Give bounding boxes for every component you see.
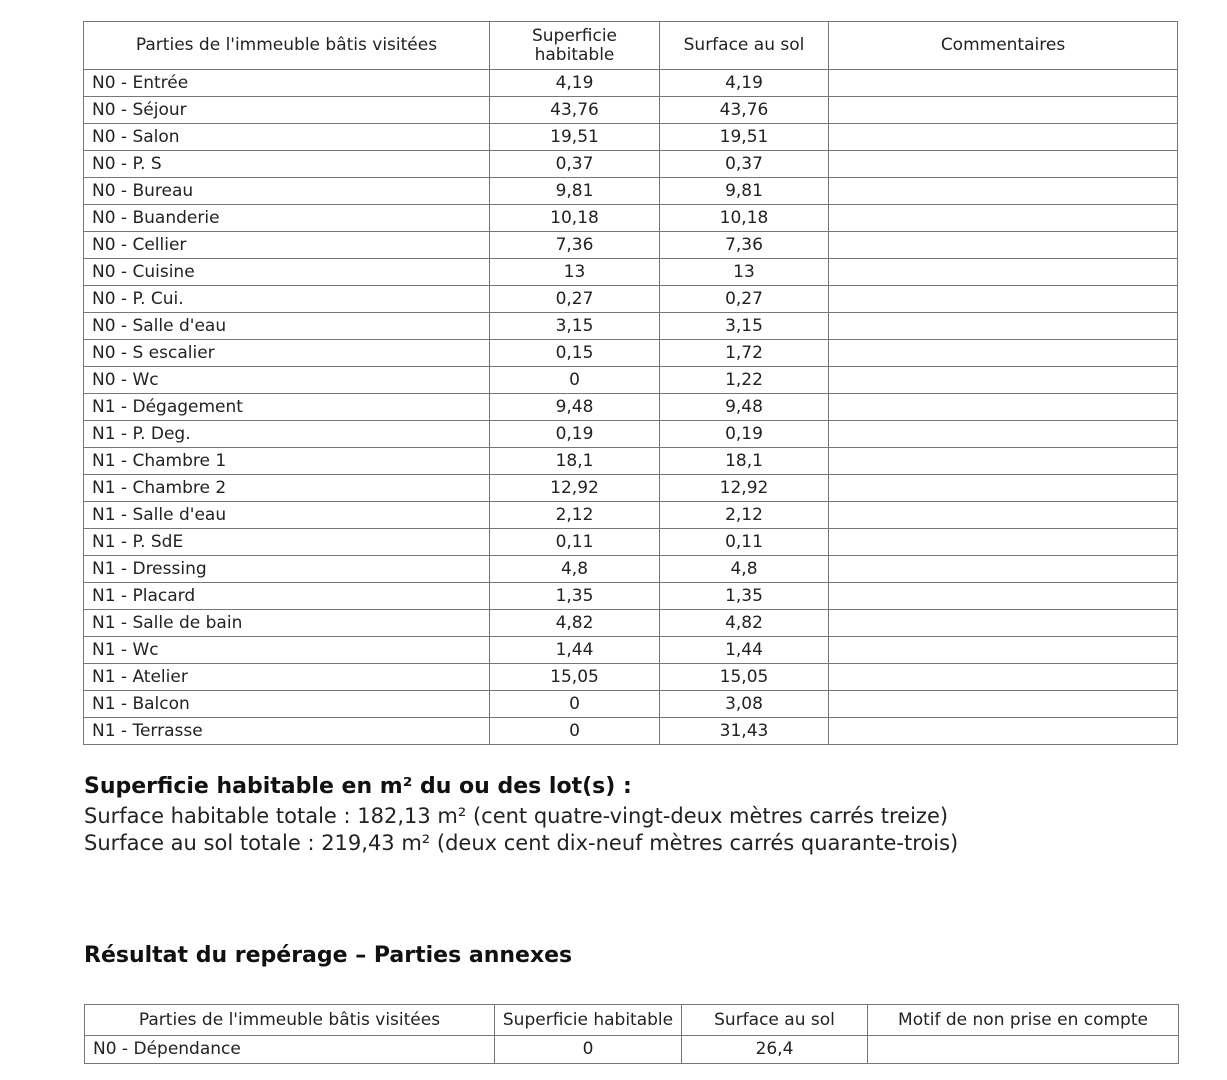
cell-part: N1 - Chambre 1 xyxy=(84,448,490,475)
cell-ground: 15,05 xyxy=(660,664,829,691)
annex-header-ground: Surface au sol xyxy=(682,1005,868,1036)
cell-ground: 4,19 xyxy=(660,70,829,97)
table-row xyxy=(85,1036,1179,1064)
cell-comment xyxy=(829,232,1178,259)
cell-part: N0 - Séjour xyxy=(84,97,490,124)
cell-comment xyxy=(829,70,1178,97)
cell-comment xyxy=(829,529,1178,556)
header-comments: Commentaires xyxy=(829,22,1178,70)
cell-habitable: 0 xyxy=(495,1036,682,1064)
cell-part: N1 - Balcon xyxy=(84,691,490,718)
cell-part: N1 - Placard xyxy=(84,583,490,610)
table-row xyxy=(84,718,1178,745)
cell-ground: 1,22 xyxy=(660,367,829,394)
cell-habitable: 0,15 xyxy=(490,340,660,367)
annex-header-habitable: Superficie habitable xyxy=(495,1005,682,1036)
cell-ground: 1,72 xyxy=(660,340,829,367)
cell-ground: 0,27 xyxy=(660,286,829,313)
table-row xyxy=(84,610,1178,637)
cell-comment xyxy=(829,367,1178,394)
cell-habitable: 0 xyxy=(490,367,660,394)
habitable-total: Surface habitable totale : 182,13 m² (cent quatre-vingt-deux mètres carrés treize) xyxy=(84,804,949,828)
table-row xyxy=(84,151,1178,178)
header-ground: Surface au sol xyxy=(660,22,829,70)
cell-ground: 18,1 xyxy=(660,448,829,475)
cell-part: N1 - Salle d'eau xyxy=(84,502,490,529)
cell-part: N1 - P. Deg. xyxy=(84,421,490,448)
cell-ground: 7,36 xyxy=(660,232,829,259)
table-row xyxy=(84,286,1178,313)
cell-habitable: 9,81 xyxy=(490,178,660,205)
header-habitable-text: Superficie habitable xyxy=(531,25,618,65)
cell-ground: 0,19 xyxy=(660,421,829,448)
cell-comment xyxy=(829,610,1178,637)
cell-comment xyxy=(829,718,1178,745)
cell-comment xyxy=(829,124,1178,151)
header-parts: Parties de l'immeuble bâtis visitées xyxy=(84,22,490,70)
table-row xyxy=(84,232,1178,259)
cell-part: N1 - Dégagement xyxy=(84,394,490,421)
annex-table-body xyxy=(85,1036,1179,1064)
cell-ground: 19,51 xyxy=(660,124,829,151)
cell-ground: 4,82 xyxy=(660,610,829,637)
cell-habitable: 2,12 xyxy=(490,502,660,529)
cell-part: N0 - Bureau xyxy=(84,178,490,205)
cell-ground: 3,08 xyxy=(660,691,829,718)
table-row xyxy=(84,664,1178,691)
cell-comment xyxy=(829,151,1178,178)
cell-part: N1 - Chambre 2 xyxy=(84,475,490,502)
cell-ground: 26,4 xyxy=(682,1036,868,1064)
cell-habitable: 1,35 xyxy=(490,583,660,610)
cell-part: N0 - Wc xyxy=(84,367,490,394)
cell-comment xyxy=(829,475,1178,502)
cell-habitable: 0 xyxy=(490,691,660,718)
cell-ground: 1,35 xyxy=(660,583,829,610)
surfaces-table-body xyxy=(84,70,1178,745)
cell-comment xyxy=(829,178,1178,205)
table-row xyxy=(84,556,1178,583)
cell-habitable: 0 xyxy=(490,718,660,745)
cell-ground: 0,37 xyxy=(660,151,829,178)
cell-comment xyxy=(829,313,1178,340)
table-row xyxy=(84,124,1178,151)
cell-habitable: 15,05 xyxy=(490,664,660,691)
cell-comment xyxy=(829,286,1178,313)
cell-comment xyxy=(829,421,1178,448)
table-row xyxy=(84,583,1178,610)
cell-comment xyxy=(829,637,1178,664)
annex-table xyxy=(84,1004,1179,1064)
cell-ground: 3,15 xyxy=(660,313,829,340)
cell-habitable: 4,19 xyxy=(490,70,660,97)
cell-habitable: 43,76 xyxy=(490,97,660,124)
table-row xyxy=(84,178,1178,205)
header-habitable xyxy=(490,22,660,70)
cell-part: N0 - Cellier xyxy=(84,232,490,259)
table-row xyxy=(84,502,1178,529)
cell-habitable: 0,11 xyxy=(490,529,660,556)
cell-part: N1 - Wc xyxy=(84,637,490,664)
annex-header-parts: Parties de l'immeuble bâtis visitées xyxy=(85,1005,495,1036)
cell-part: N1 - Dressing xyxy=(84,556,490,583)
cell-habitable: 4,8 xyxy=(490,556,660,583)
table-row xyxy=(84,259,1178,286)
cell-part: N1 - Atelier xyxy=(84,664,490,691)
cell-part: N1 - Salle de bain xyxy=(84,610,490,637)
cell-habitable: 0,37 xyxy=(490,151,660,178)
cell-comment xyxy=(829,97,1178,124)
cell-habitable: 18,1 xyxy=(490,448,660,475)
annex-header-reason: Motif de non prise en compte xyxy=(868,1005,1179,1036)
cell-habitable: 13 xyxy=(490,259,660,286)
cell-habitable: 7,36 xyxy=(490,232,660,259)
table-row xyxy=(84,529,1178,556)
cell-habitable: 0,19 xyxy=(490,421,660,448)
cell-habitable: 19,51 xyxy=(490,124,660,151)
table-row xyxy=(84,394,1178,421)
cell-habitable: 12,92 xyxy=(490,475,660,502)
table-row xyxy=(84,637,1178,664)
cell-habitable: 9,48 xyxy=(490,394,660,421)
table-row xyxy=(84,421,1178,448)
cell-comment xyxy=(829,502,1178,529)
table-header-row xyxy=(84,22,1178,70)
cell-part: N1 - Terrasse xyxy=(84,718,490,745)
cell-comment xyxy=(829,340,1178,367)
cell-part: N0 - Buanderie xyxy=(84,205,490,232)
annex-header-row xyxy=(85,1005,1179,1036)
cell-part: N0 - Salle d'eau xyxy=(84,313,490,340)
table-row xyxy=(84,475,1178,502)
cell-comment xyxy=(829,394,1178,421)
surfaces-table xyxy=(83,21,1178,745)
cell-ground: 1,44 xyxy=(660,637,829,664)
cell-comment xyxy=(829,448,1178,475)
cell-part: N0 - S escalier xyxy=(84,340,490,367)
table-row xyxy=(84,367,1178,394)
cell-comment xyxy=(829,583,1178,610)
cell-reason xyxy=(868,1036,1179,1064)
cell-habitable: 1,44 xyxy=(490,637,660,664)
cell-part: N1 - P. SdE xyxy=(84,529,490,556)
cell-habitable: 3,15 xyxy=(490,313,660,340)
cell-comment xyxy=(829,691,1178,718)
cell-comment xyxy=(829,664,1178,691)
table-row xyxy=(84,70,1178,97)
table-row xyxy=(84,97,1178,124)
cell-comment xyxy=(829,259,1178,286)
table-row xyxy=(84,205,1178,232)
cell-ground: 31,43 xyxy=(660,718,829,745)
cell-ground: 43,76 xyxy=(660,97,829,124)
cell-ground: 13 xyxy=(660,259,829,286)
cell-ground: 2,12 xyxy=(660,502,829,529)
table-row xyxy=(84,340,1178,367)
cell-part: N0 - Salon xyxy=(84,124,490,151)
cell-part: N0 - P. S xyxy=(84,151,490,178)
cell-ground: 4,8 xyxy=(660,556,829,583)
summary-heading: Superficie habitable en m² du ou des lot(s) : xyxy=(84,774,632,799)
cell-part: N0 - P. Cui. xyxy=(84,286,490,313)
table-row xyxy=(84,313,1178,340)
cell-habitable: 0,27 xyxy=(490,286,660,313)
cell-ground: 12,92 xyxy=(660,475,829,502)
cell-ground: 9,48 xyxy=(660,394,829,421)
cell-part: N0 - Entrée xyxy=(84,70,490,97)
cell-part: N0 - Dépendance xyxy=(85,1036,495,1064)
ground-total: Surface au sol totale : 219,43 m² (deux cent dix-neuf mètres carrés quarante-trois) xyxy=(84,831,959,855)
cell-comment xyxy=(829,205,1178,232)
table-row xyxy=(84,448,1178,475)
annex-section-title: Résultat du repérage – Parties annexes xyxy=(84,943,573,968)
cell-ground: 10,18 xyxy=(660,205,829,232)
table-row xyxy=(84,691,1178,718)
cell-comment xyxy=(829,556,1178,583)
surface-summary xyxy=(84,774,1184,857)
cell-part: N0 - Cuisine xyxy=(84,259,490,286)
cell-habitable: 10,18 xyxy=(490,205,660,232)
cell-ground: 0,11 xyxy=(660,529,829,556)
cell-habitable: 4,82 xyxy=(490,610,660,637)
cell-ground: 9,81 xyxy=(660,178,829,205)
